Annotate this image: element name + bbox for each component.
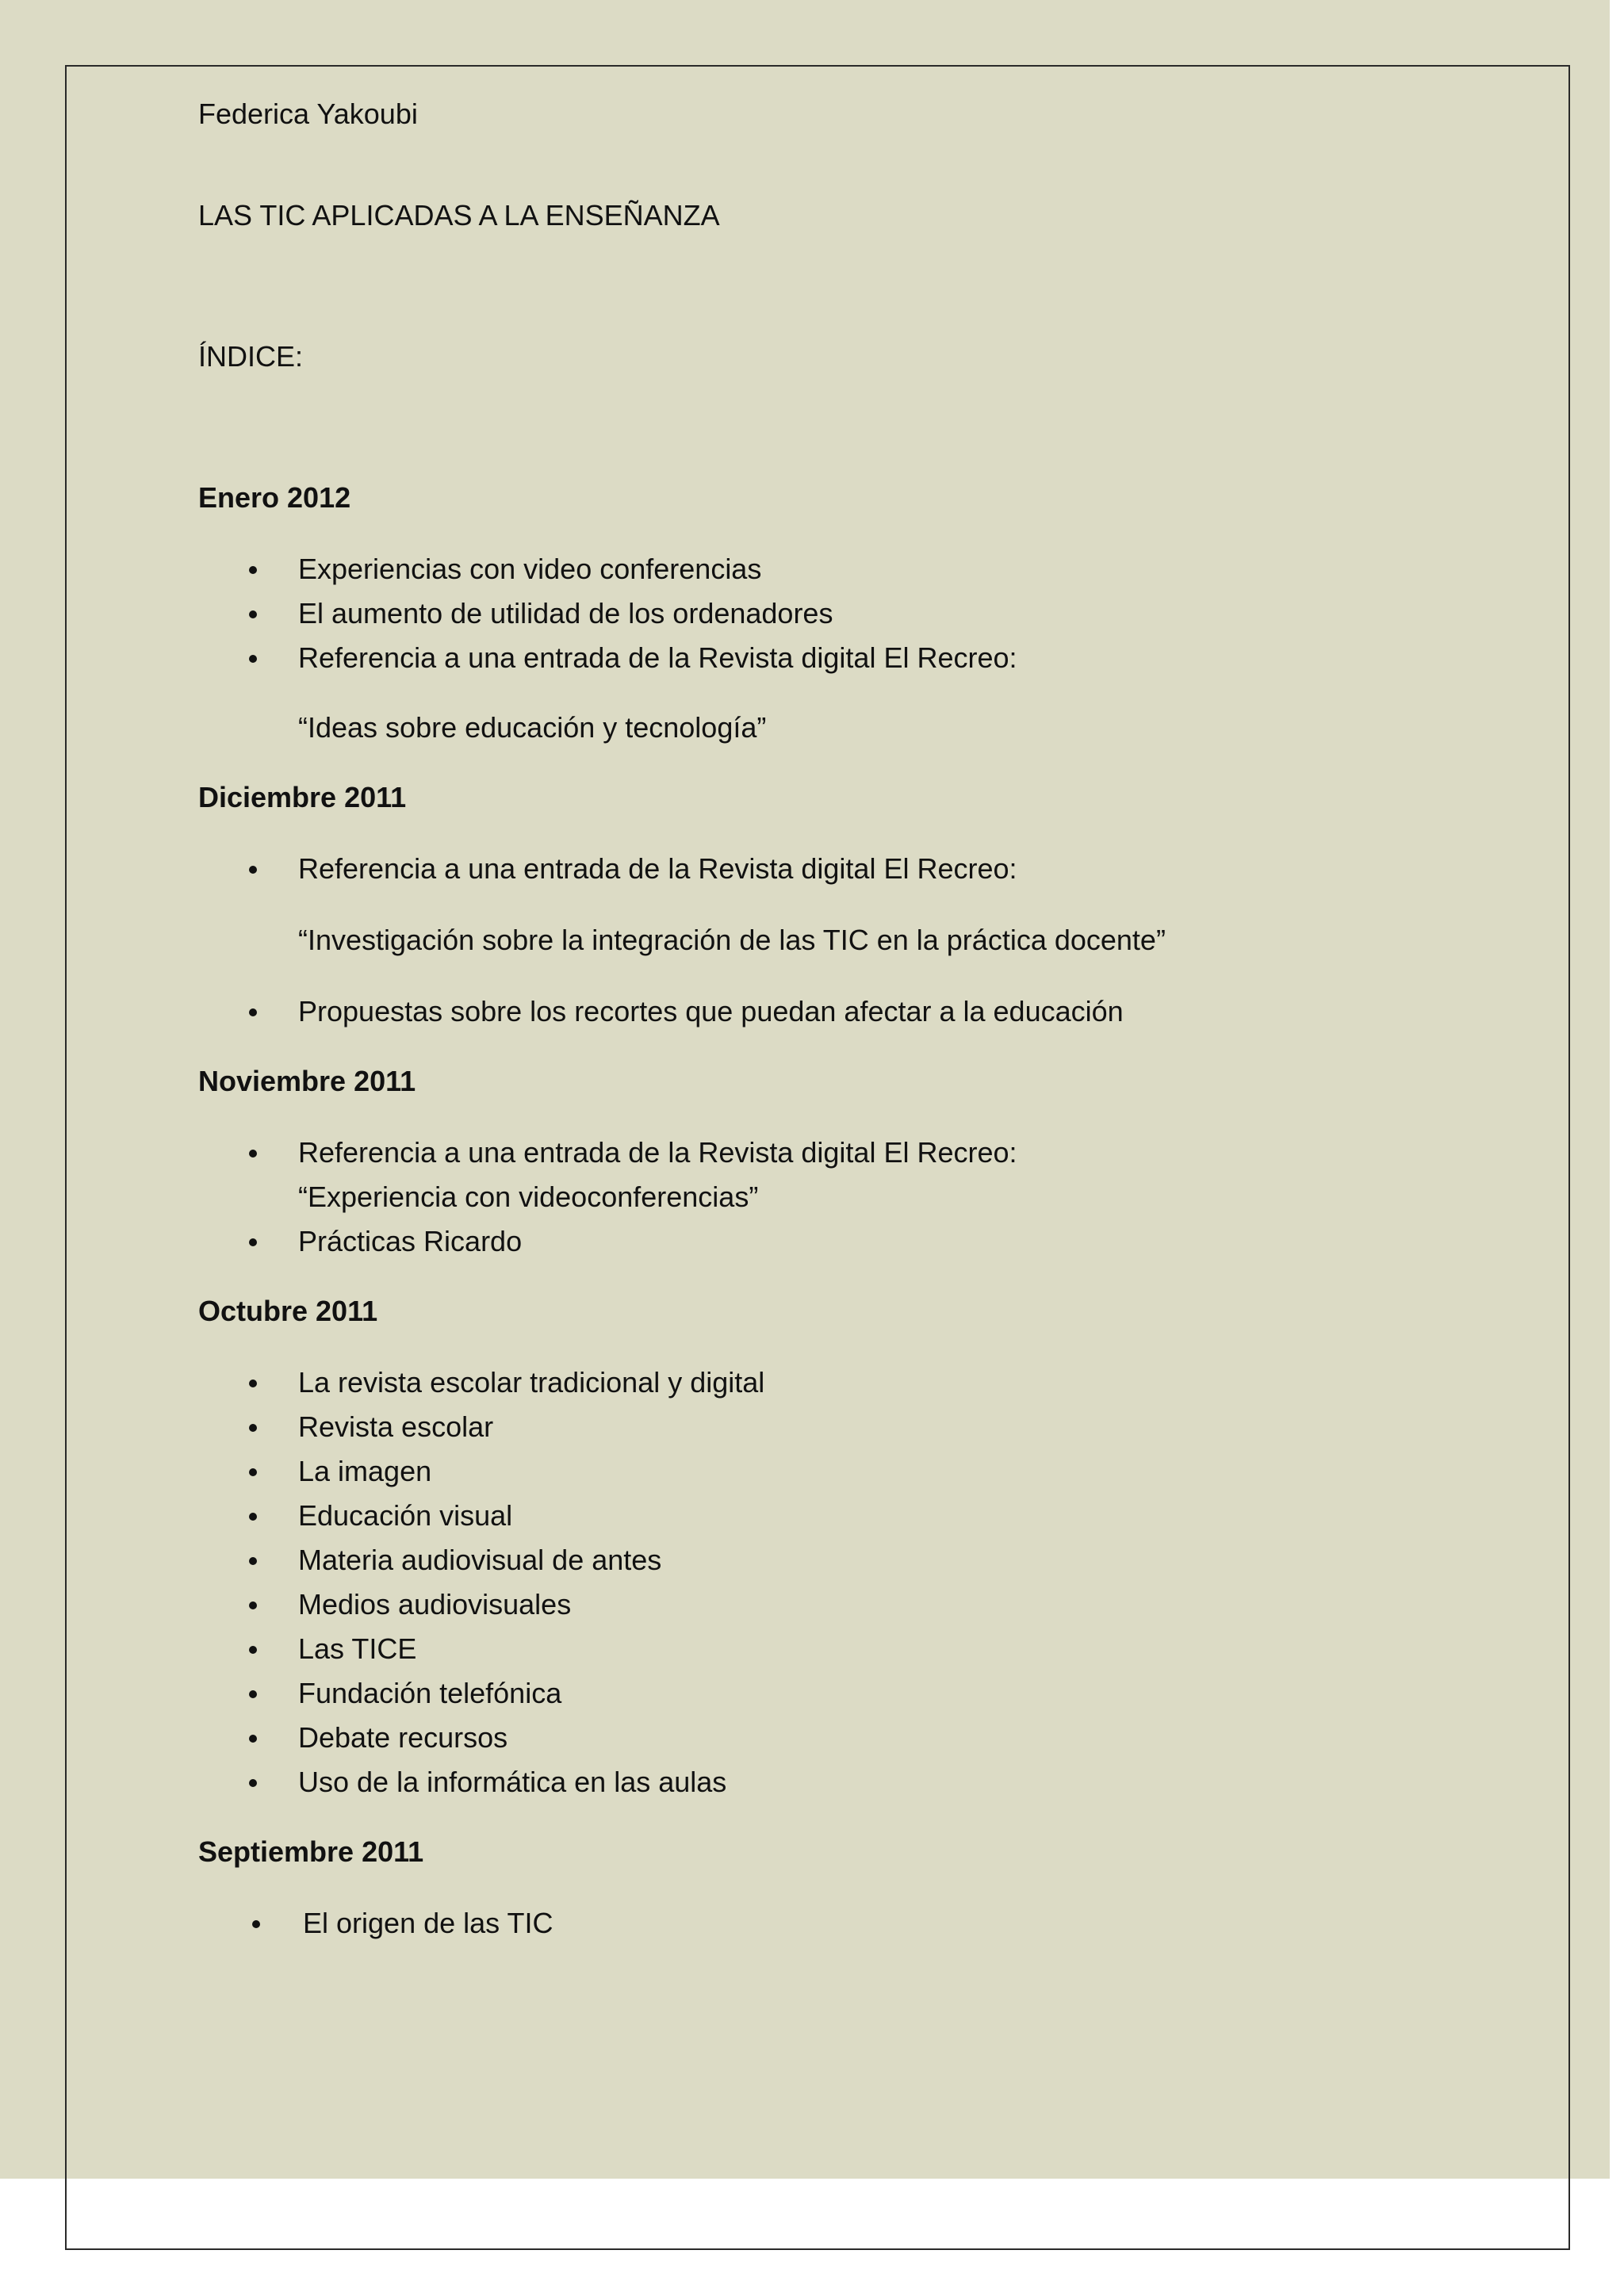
bullet-icon <box>249 655 257 663</box>
bullet-icon <box>252 1920 260 1928</box>
bullet-icon <box>249 1008 257 1016</box>
bullet-icon <box>249 566 257 574</box>
quoted-entry-title: “Ideas sobre educación y tecnología” <box>298 711 767 744</box>
document-title: LAS TIC APLICADAS A LA ENSEÑANZA <box>198 199 720 232</box>
bullet-icon <box>249 1424 257 1432</box>
section-heading-noviembre-2011: Noviembre 2011 <box>198 1065 416 1097</box>
section-heading-septiembre-2011: Septiembre 2011 <box>198 1835 424 1868</box>
section-heading-octubre-2011: Octubre 2011 <box>198 1295 378 1327</box>
bullet-icon <box>249 1150 257 1158</box>
bullet-icon <box>249 1601 257 1609</box>
section-heading-enero-2012: Enero 2012 <box>198 481 351 514</box>
bullet-icon <box>249 1238 257 1246</box>
section-heading-diciembre-2011: Diciembre 2011 <box>198 781 407 813</box>
bullet-icon <box>249 1513 257 1521</box>
quoted-entry-title: “Experiencia con videoconferencias” <box>298 1181 759 1213</box>
bullet-icon <box>249 610 257 618</box>
bullet-icon <box>249 866 257 874</box>
bullet-icon <box>249 1468 257 1476</box>
bullet-icon <box>249 1380 257 1387</box>
bullet-icon <box>249 1646 257 1654</box>
index-heading: ÍNDICE: <box>198 340 304 373</box>
bullet-icon <box>249 1557 257 1565</box>
bullet-icon <box>249 1779 257 1787</box>
author-name: Federica Yakoubi <box>198 98 418 130</box>
quoted-entry-title: “Investigación sobre la integración de las TIC en la práctica docente” <box>298 924 1166 956</box>
bullet-icon <box>249 1690 257 1698</box>
bullet-icon <box>249 1735 257 1743</box>
